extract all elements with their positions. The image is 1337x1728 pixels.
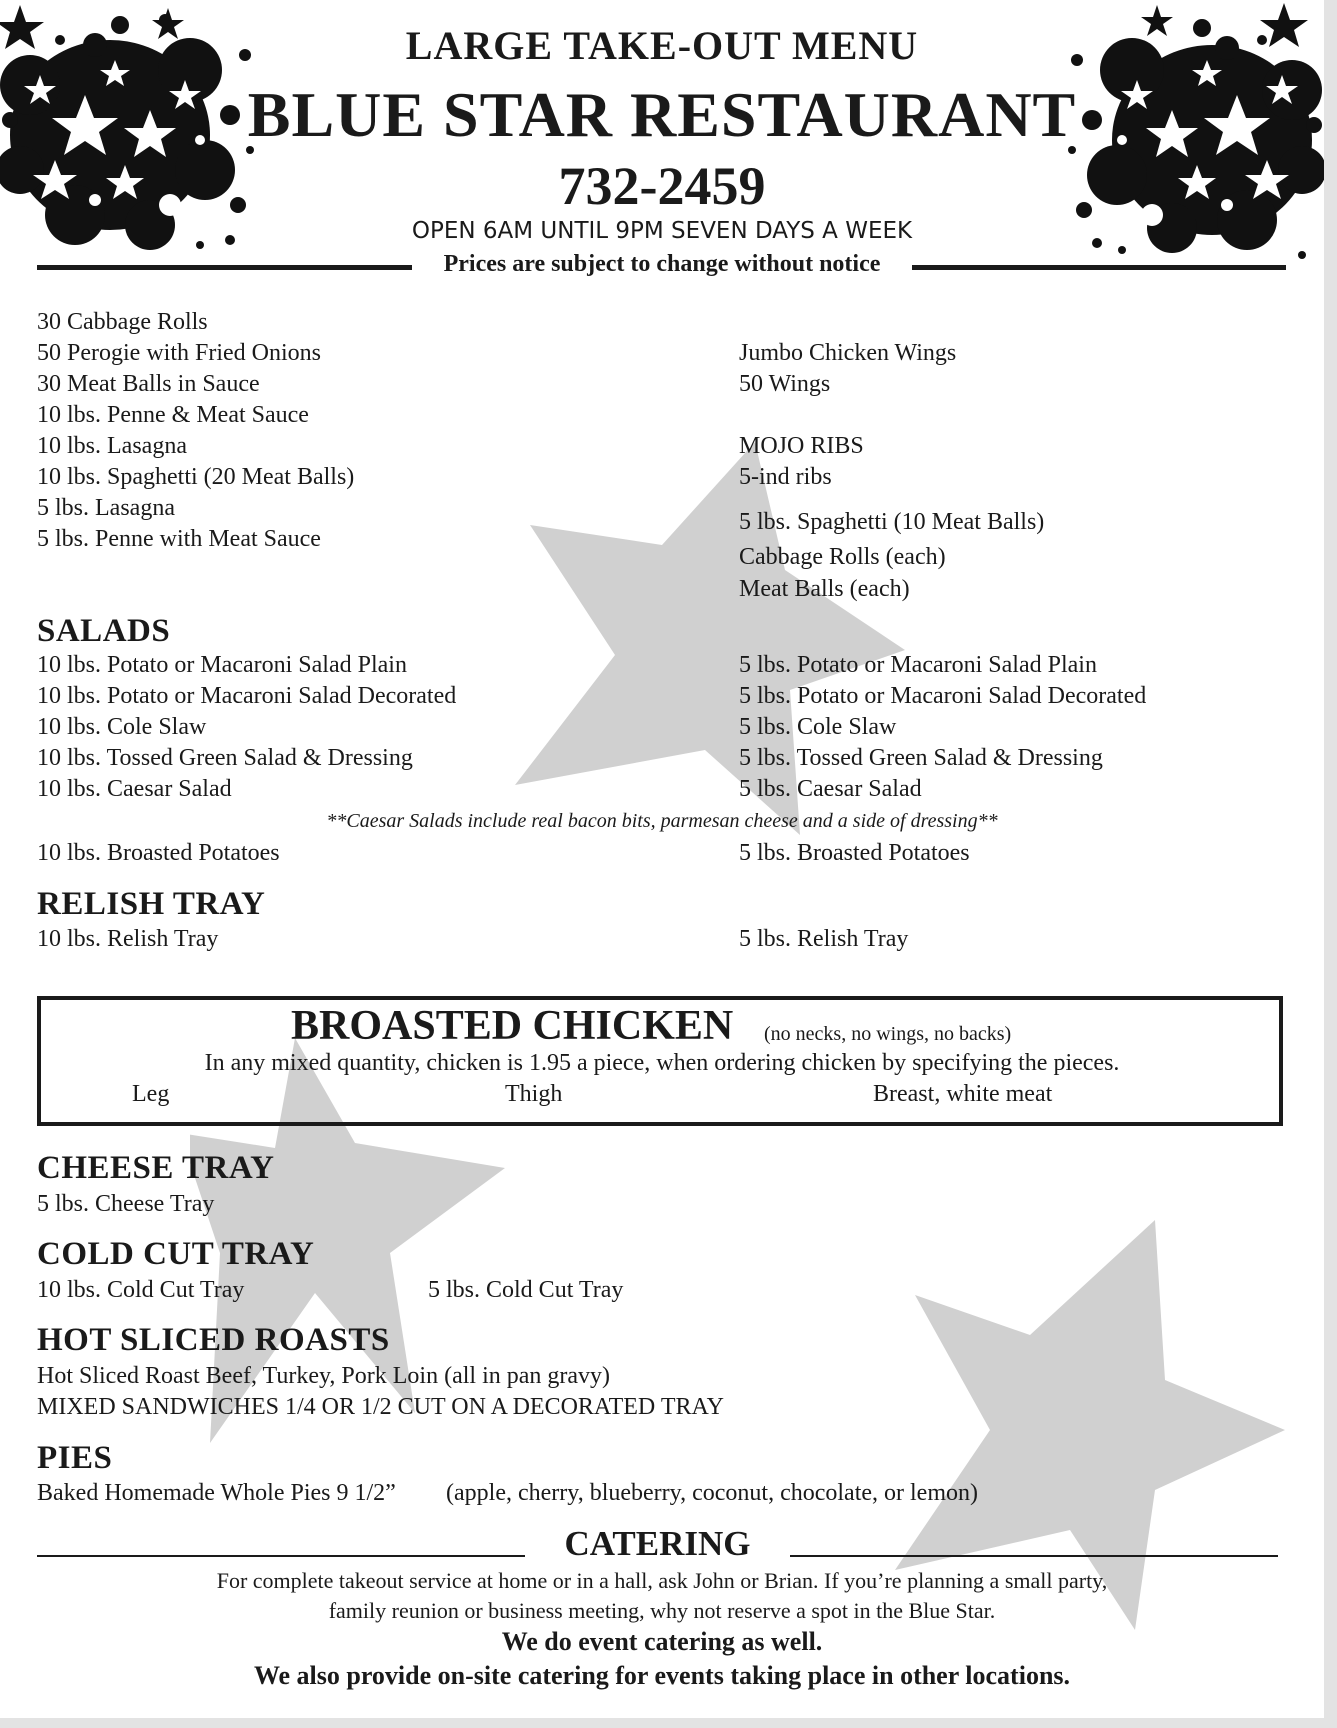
caesar-note: **Caesar Salads include real bacon bits, parmesan cheese and a side of dressing** bbox=[326, 810, 998, 832]
list-item: 5 lbs. Lasagna bbox=[37, 495, 175, 521]
chicken-subtitle: (no necks, no wings, no backs) bbox=[764, 1023, 1012, 1045]
catering-bold-line2: We also provide on-site catering for events taking place in other locations. bbox=[253, 1661, 1071, 1690]
list-item: Cabbage Rolls (each) bbox=[739, 544, 946, 570]
coldcut-heading: COLD CUT TRAY bbox=[37, 1236, 315, 1272]
list-item: Hot Sliced Roast Beef, Turkey, Pork Loin (all in pan gravy) bbox=[37, 1363, 611, 1389]
wings-item: 50 Wings bbox=[739, 371, 831, 397]
list-item: 5 lbs. Broasted Potatoes bbox=[739, 840, 970, 866]
list-item: 10 lbs. Tossed Green Salad & Dressing bbox=[37, 745, 413, 771]
list-item: MIXED SANDWICHES 1/4 OR 1/2 CUT ON A DECORATED TRAY bbox=[37, 1394, 724, 1420]
list-item: 5 lbs. Potato or Macaroni Salad Plain bbox=[739, 652, 1097, 678]
list-item: 10 lbs. Cold Cut Tray bbox=[37, 1277, 245, 1303]
list-item: 5 lbs. Cole Slaw bbox=[739, 714, 897, 740]
catering-text-line2: family reunion or business meeting, why not reserve a spot in the Blue Star. bbox=[328, 1598, 996, 1623]
ribs-heading: MOJO RIBS bbox=[739, 433, 864, 459]
list-item: 10 lbs. Potato or Macaroni Salad Decorated bbox=[37, 683, 457, 709]
pies-heading: PIES bbox=[37, 1440, 113, 1476]
menu-type-heading: LARGE TAKE-OUT MENU bbox=[405, 23, 919, 68]
list-item: 5 lbs. Potato or Macaroni Salad Decorated bbox=[739, 683, 1147, 709]
chicken-piece: Leg bbox=[132, 1081, 170, 1107]
opening-hours: OPEN 6AM UNTIL 9PM SEVEN DAYS A WEEK bbox=[411, 218, 913, 244]
header-rule-left bbox=[37, 265, 412, 270]
list-item: 10 lbs. Penne & Meat Sauce bbox=[37, 402, 309, 428]
list-item: 50 Perogie with Fried Onions bbox=[37, 340, 321, 366]
list-item: 10 lbs. Spaghetti (20 Meat Balls) bbox=[37, 464, 355, 490]
header-rule-right bbox=[912, 265, 1286, 270]
chicken-heading: BROASTED CHICKEN bbox=[291, 1003, 734, 1049]
list-item: 5 lbs. Tossed Green Salad & Dressing bbox=[739, 745, 1103, 771]
list-item: 10 lbs. Potato or Macaroni Salad Plain bbox=[37, 652, 407, 678]
list-item: 5 lbs. Relish Tray bbox=[739, 926, 909, 952]
roasts-heading: HOT SLICED ROASTS bbox=[37, 1322, 390, 1358]
list-item: 5 lbs. Caesar Salad bbox=[739, 776, 922, 802]
list-item: 5 lbs. Cheese Tray bbox=[37, 1191, 215, 1217]
page-edge-bottom bbox=[0, 1718, 1337, 1728]
chicken-piece: Thigh bbox=[505, 1081, 563, 1107]
salads-right-list bbox=[739, 650, 1146, 805]
phone-number: 732-2459 bbox=[558, 156, 766, 216]
catering-heading: CATERING bbox=[564, 1524, 751, 1563]
list-item: 10 lbs. Lasagna bbox=[37, 433, 187, 459]
entrees-left-list bbox=[37, 307, 354, 555]
cheese-heading: CHEESE TRAY bbox=[37, 1150, 275, 1186]
list-item: 30 Cabbage Rolls bbox=[37, 309, 208, 335]
list-item: Meat Balls (each) bbox=[739, 576, 910, 602]
catering-text-line1: For complete takeout service at home or in a hall, ask John or Brian. If you’re planning a small party, bbox=[216, 1568, 1108, 1593]
list-item: 30 Meat Balls in Sauce bbox=[37, 371, 260, 397]
pie-flavors: (apple, cherry, blueberry, coconut, chocolate, or lemon) bbox=[446, 1480, 978, 1506]
restaurant-name: BLUE STAR RESTAURANT bbox=[247, 79, 1077, 150]
catering-bold-line1: We do event catering as well. bbox=[501, 1627, 823, 1656]
list-item: 10 lbs. Cole Slaw bbox=[37, 714, 207, 740]
page-edge-right bbox=[1324, 0, 1337, 1728]
list-item: Baked Homemade Whole Pies 9 1/2” bbox=[37, 1480, 396, 1506]
list-item: 5 lbs. Spaghetti (10 Meat Balls) bbox=[739, 509, 1045, 535]
list-item: 5 lbs. Penne with Meat Sauce bbox=[37, 526, 321, 552]
list-item: 10 lbs. Relish Tray bbox=[37, 926, 219, 952]
chicken-description: In any mixed quantity, chicken is 1.95 a piece, when ordering chicken by specifying the pieces. bbox=[204, 1050, 1120, 1076]
price-notice: Prices are subject to change without notice bbox=[443, 251, 881, 277]
relish-heading: RELISH TRAY bbox=[37, 886, 266, 922]
salads-heading: SALADS bbox=[37, 613, 171, 649]
ribs-item: 5-ind ribs bbox=[739, 464, 832, 490]
chicken-piece: Breast, white meat bbox=[873, 1081, 1053, 1107]
list-item: 5 lbs. Cold Cut Tray bbox=[428, 1277, 624, 1303]
list-item: 10 lbs. Caesar Salad bbox=[37, 776, 232, 802]
list-item: 10 lbs. Broasted Potatoes bbox=[37, 840, 280, 866]
catering-rule-right bbox=[790, 1555, 1278, 1557]
catering-rule-left bbox=[37, 1555, 525, 1557]
salads-left-list bbox=[37, 650, 456, 805]
wings-heading: Jumbo Chicken Wings bbox=[739, 340, 957, 366]
